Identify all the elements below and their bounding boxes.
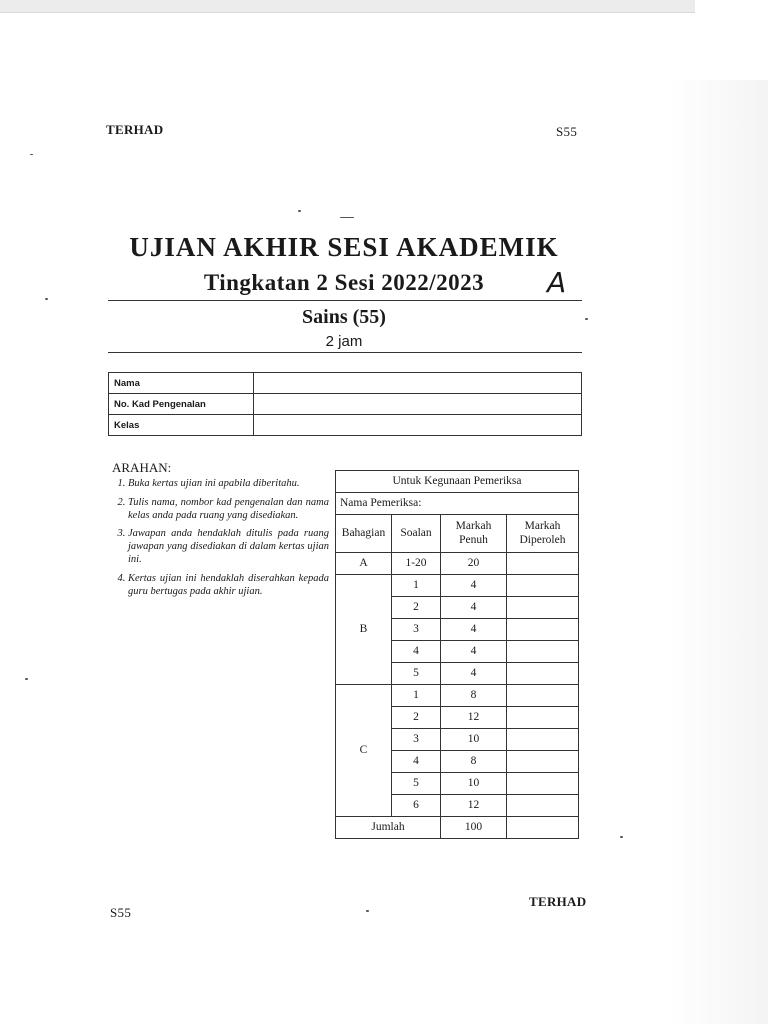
scan-speck (298, 210, 301, 212)
scan-top-edge (0, 0, 695, 13)
scan-speck (30, 154, 33, 155)
question-cell: 1 (392, 685, 441, 707)
obtained-marks-cell[interactable] (507, 685, 579, 707)
full-marks-cell: 4 (441, 663, 507, 685)
info-value-nama[interactable] (254, 373, 582, 394)
obtained-marks-cell[interactable] (507, 663, 579, 685)
examiner-marks-table (335, 470, 579, 839)
scan-speck (340, 217, 354, 218)
question-cell: 2 (392, 597, 441, 619)
obtained-marks-cell[interactable] (507, 553, 579, 575)
total-label: Jumlah (336, 817, 441, 839)
table-row (336, 685, 579, 707)
question-cell: 6 (392, 795, 441, 817)
question-cell: 2 (392, 707, 441, 729)
instruction-item: 2. Tulis nama, nombor kad pengenalan dan nama kelas anda pada ruang yang disediakan. (128, 497, 329, 523)
col-header-soalan: Soalan (392, 515, 441, 553)
full-marks-cell: 4 (441, 641, 507, 663)
info-row-ic (109, 394, 582, 415)
full-marks-cell: 12 (441, 795, 507, 817)
handwritten-mark: A (547, 266, 567, 299)
subject-name: Sains (55) (302, 306, 386, 328)
obtained-marks-cell[interactable] (507, 795, 579, 817)
question-cell: 4 (392, 751, 441, 773)
obtained-marks-cell[interactable] (507, 773, 579, 795)
obtained-marks-cell[interactable] (507, 707, 579, 729)
scan-speck (585, 318, 588, 320)
scan-page-edge (668, 80, 768, 1024)
section-b-label: B (336, 575, 392, 685)
obtained-marks-cell[interactable] (507, 597, 579, 619)
instruction-item: 1. Buka kertas ujian ini apabila diberitahu. (128, 478, 329, 491)
full-marks-cell: 10 (441, 729, 507, 751)
full-marks-cell: 4 (441, 575, 507, 597)
question-cell: 5 (392, 773, 441, 795)
exam-subtitle: Tingkatan 2 Sesi 2022/2023 (203, 270, 485, 295)
table-row (336, 575, 579, 597)
total-full-marks: 100 (441, 817, 507, 839)
info-label-ic: No. Kad Pengenalan (109, 394, 254, 415)
subject-divider (108, 352, 582, 353)
section-a-label: A (336, 553, 392, 575)
full-marks-cell: 4 (441, 619, 507, 641)
full-marks-cell: 4 (441, 597, 507, 619)
info-row-kelas (109, 415, 582, 436)
question-cell: 1-20 (392, 553, 441, 575)
full-marks-cell: 8 (441, 751, 507, 773)
obtained-marks-cell[interactable] (507, 575, 579, 597)
question-cell: 1 (392, 575, 441, 597)
full-marks-cell: 12 (441, 707, 507, 729)
info-label-nama: Nama (109, 373, 254, 394)
full-marks-cell: 10 (441, 773, 507, 795)
footer-code: S55 (110, 905, 132, 920)
info-value-kelas[interactable] (254, 415, 582, 436)
exam-title: UJIAN AKHIR SESI AKADEMIK (129, 232, 559, 262)
marks-table-title: Untuk Kegunaan Pemeriksa (336, 471, 579, 493)
header-code: S55 (556, 124, 578, 139)
info-label-kelas: Kelas (109, 415, 254, 436)
obtained-marks-cell[interactable] (507, 641, 579, 663)
full-marks-cell: 20 (441, 553, 507, 575)
info-row-nama (109, 373, 582, 394)
total-obtained-marks[interactable] (507, 817, 579, 839)
instruction-item: 3. Jawapan anda hendaklah ditulis pada ruang jawapan yang disediakan di dalam kertas ujian ini. (128, 528, 329, 566)
instructions-list (112, 478, 329, 604)
examiner-name-field[interactable]: Nama Pemeriksa: (336, 493, 579, 515)
col-header-bahagian: Bahagian (336, 515, 392, 553)
total-row (336, 817, 579, 839)
section-c-label: C (336, 685, 392, 817)
title-divider (108, 300, 582, 301)
obtained-marks-cell[interactable] (507, 619, 579, 641)
col-header-markah-penuh: Markah Penuh (441, 515, 507, 553)
question-cell: 4 (392, 641, 441, 663)
header-classification: TERHAD (106, 122, 164, 137)
question-cell: 3 (392, 729, 441, 751)
table-row (336, 553, 579, 575)
student-info-table (108, 372, 582, 436)
scan-speck (620, 836, 623, 838)
info-value-ic[interactable] (254, 394, 582, 415)
scan-speck (25, 678, 28, 680)
obtained-marks-cell[interactable] (507, 751, 579, 773)
question-cell: 3 (392, 619, 441, 641)
obtained-marks-cell[interactable] (507, 729, 579, 751)
full-marks-cell: 8 (441, 685, 507, 707)
scan-speck (45, 298, 48, 300)
exam-duration: 2 jam (325, 333, 363, 350)
instruction-item: 4. Kertas ujian ini hendaklah diserahkan kepada guru bertugas pada akhir ujian. (128, 573, 329, 599)
scan-speck (366, 910, 369, 912)
footer-classification: TERHAD (529, 894, 587, 909)
col-header-markah-diperoleh: Markah Diperoleh (507, 515, 579, 553)
instructions-title: ARAHAN: (112, 460, 172, 475)
question-cell: 5 (392, 663, 441, 685)
